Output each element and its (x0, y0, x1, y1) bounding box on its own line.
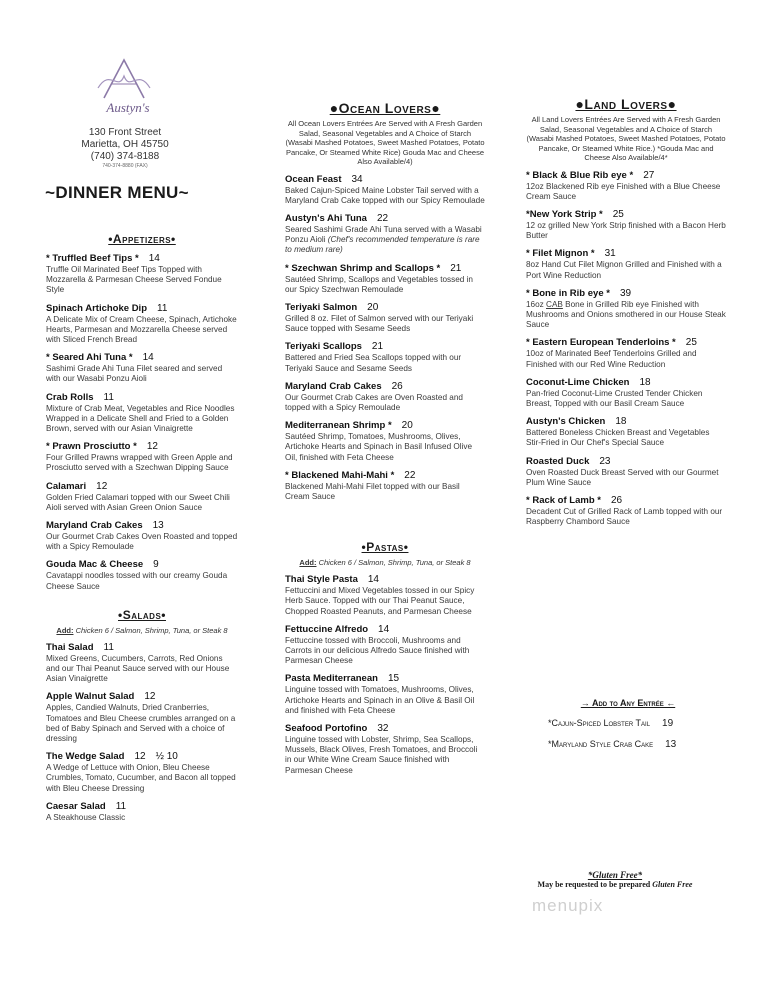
menu-item-name: Apple Walnut Salad (46, 691, 135, 703)
menu-item-name: * Bone in Rib eye * (526, 287, 610, 299)
menu-item-price: 12 (146, 441, 158, 453)
add-to-entree-price: 13 (665, 739, 677, 750)
menu-item-name: Thai Salad (46, 641, 94, 653)
pastas-addon (285, 558, 485, 567)
menu-item-price: 26 (610, 494, 623, 506)
menu-item (285, 341, 485, 373)
menu-item-description-text: Apples, Candied Walnuts, Dried Cranberries, Tomatoes and Bleu Cheese crumbles arranged on a bed of Baby Spinach and Served with a choice of dressing (46, 703, 236, 744)
address-line: 130 Front Street (88, 127, 162, 138)
land-lovers-list (526, 170, 726, 528)
menu-item (526, 209, 726, 241)
menu-item-price: 12 (96, 480, 108, 492)
menu-item-price: 25 (612, 208, 624, 220)
ocean-lovers-heading: ●Ocean Lovers● (329, 100, 441, 116)
menu-item-price: 14 (142, 352, 154, 364)
menu-item-description-text: A Wedge of Lettuce with Onion, Bleu Cheese Crumbles, Tomato, Cucumber, and Bacon all topped with Bleu Cheese Dressing (46, 763, 236, 793)
phone-number: (740) 374-8188 (90, 151, 160, 162)
menu-item-header (46, 691, 238, 703)
menu-item-price: 26 (391, 380, 403, 392)
menu-item-name: Austyn's Ahi Tuna (285, 212, 367, 224)
menu-item-header (46, 751, 238, 763)
menu-item-price: 25 (685, 337, 697, 349)
menu-item-description (46, 404, 238, 435)
menu-item-description (285, 314, 485, 334)
menu-item-price: 18 (615, 416, 627, 428)
menu-item (285, 574, 485, 617)
menu-item-name: Coconut-Lime Chicken (526, 376, 630, 388)
menu-item-name: The Wedge Salad (46, 751, 125, 763)
menu-item (285, 174, 485, 206)
menu-item-description-text: Golden Fried Calamari topped with our Sweet Chili Aioli served with Asian Green Onion Sauce (46, 492, 230, 512)
menu-item-price: 12 (144, 691, 156, 703)
menu-item (285, 673, 485, 716)
menu-item-price: 14 (378, 623, 390, 635)
fax-number: 740-374-8880 (FAX) (102, 163, 148, 169)
menu-item-name: Thai Style Pasta (285, 574, 358, 586)
menu-item-description-text: Grilled 8 oz. Filet of Salmon served with our Teriyaki Sauce topped with Sesame Seeds (285, 313, 474, 334)
gluten-free-note (520, 870, 710, 889)
menu-item-description (285, 735, 485, 776)
salads-heading: •Salads• (118, 607, 166, 622)
menu-item-name: * Seared Ahi Tuna * (46, 352, 133, 364)
menu-item (46, 392, 238, 435)
menu-item-name: Teriyaki Scallops (285, 341, 362, 353)
menu-item (46, 691, 238, 744)
menu-item-name: Calamari (46, 480, 87, 492)
menu-item (46, 253, 238, 296)
left-column (46, 232, 238, 823)
menu-item-description (285, 353, 485, 373)
menu-item-description-text: A Delicate Mix of Cream Cheese, Spinach, Artichoke Hearts, Parmesan and Mozzarella Cheese served with Sliced French Bread (46, 314, 237, 345)
logo-text: Austyn's (106, 100, 150, 115)
menu-item-description (46, 364, 238, 384)
menu-item-description (285, 586, 485, 617)
menu-item-header (526, 288, 726, 300)
menu-item-header (285, 381, 485, 393)
middle-column (285, 100, 485, 776)
menu-item (46, 751, 238, 794)
logo-emblem-icon (96, 58, 152, 100)
menu-item-name: Maryland Crab Cakes (46, 520, 143, 532)
menu-item (285, 470, 485, 502)
menu-item-header (46, 559, 238, 571)
menu-item-name: Crab Rolls (46, 391, 94, 403)
menu-item-price: 15 (387, 673, 400, 685)
menu-item-description (46, 654, 238, 685)
menu-item-description-underline: CAB (546, 299, 563, 309)
menu-item-header (285, 673, 485, 685)
menu-item (285, 302, 485, 334)
menu-item-description (46, 493, 238, 513)
menu-item-price: 9 (153, 559, 159, 571)
menu-item-name: Gouda Mac & Cheese (46, 559, 144, 571)
menu-item-header (285, 302, 485, 314)
menu-item-name: * Rack of Lamb * (526, 494, 601, 506)
menu-item (285, 381, 485, 413)
menu-item (526, 456, 726, 488)
menu-item-name: * Truffled Beef Tips * (46, 253, 139, 264)
menu-item-price: 11 (103, 641, 114, 653)
menu-item (285, 263, 485, 295)
menu-item-price: 14 (148, 253, 160, 264)
menu-item-description-text: Mixed Greens, Cucumbers, Carrots, Red Onions and our Thai Peanut Sauce served with our House Asian Vinaigrette (46, 653, 230, 684)
gluten-free-text (520, 880, 710, 889)
addon-label: Add: (56, 625, 74, 635)
menu-item-description-text: 12oz Blackened Rib eye Finished with a Blue Cheese Cream Sauce (526, 181, 721, 201)
menu-item-description-text: A Steakhouse Classic (46, 812, 126, 822)
menu-item-header (285, 420, 485, 432)
menu-item (46, 481, 238, 513)
menu-item-header (526, 416, 726, 428)
menu-item (526, 288, 726, 331)
menu-item-description (46, 763, 238, 794)
menu-item-note: (Chef's recommended temperature is rare to medium rare) (285, 235, 480, 255)
menu-item-description-text: Sautéed Shrimp, Tomatoes, Mushrooms, Olives, Artichoke Hearts and Spinach in Basil Infused Olive Oil, finished with Feta Cheese (285, 432, 473, 462)
menu-item-header (285, 341, 485, 353)
add-to-entree-title: → Add to Any Entrée ← (580, 698, 676, 708)
menu-item-name: Teriyaki Salmon (285, 301, 358, 313)
ocean-lovers-intro: All Ocean Lovers Entrées Are Served with A Fresh Garden Salad, Seasonal Vegetables and A Choice of Starch (Wasabi Mashed Potatoes, Sweet Mashed Potatoes, Potato Pancake, Or Steamed White Rice) Gouda Mac and Cheese Also Available/4) (285, 119, 485, 166)
add-to-entree-item (548, 718, 708, 729)
menu-item-description (285, 186, 485, 206)
add-to-entree-price: 19 (662, 718, 674, 729)
menu-item (46, 642, 238, 685)
menu-item (526, 170, 726, 202)
pastas-heading: •Pastas• (361, 540, 409, 555)
menu-item-name: * Filet Mignon * (526, 248, 595, 260)
menu-item-price: 14 (367, 574, 379, 586)
menu-item-description-text: Truffle Oil Marinated Beef Tips Topped with Mozzarella & Parmesan Cheese Served Fondue Style (46, 265, 222, 295)
menu-item-description (526, 260, 726, 280)
menu-item-description-text: Fettuccini and Mixed Vegetables tossed in our Spicy Herb Sauce. Topped with our Thai Peanut Sauce, Chopped Roasted Peanuts, and Parmesan Cheese (285, 586, 475, 616)
menu-item-description (285, 225, 485, 256)
menu-item-name: * Szechwan Shrimp and Scallops * (285, 262, 441, 274)
menu-item-name: * Black & Blue Rib eye * (526, 169, 634, 181)
addon-options: Chicken 6 / Salmon, Shrimp, Tuna, or Steak 8 (75, 625, 228, 635)
menu-item-price: 11 (115, 800, 127, 812)
menu-item (46, 441, 238, 473)
menu-item-price: 12 (134, 751, 146, 763)
menu-item-description (526, 300, 726, 331)
menu-item-description-text: Four Grilled Prawns wrapped with Green Apple and Prosciutto served with a Szechwan Dipping Sauce (46, 453, 233, 473)
menu-item-price: 27 (643, 169, 655, 181)
menu-item (285, 624, 485, 667)
menu-item-name: * Blackened Mahi-Mahi * (285, 469, 395, 481)
right-column (526, 96, 726, 527)
menu-item-description (285, 393, 485, 413)
menu-item-description (526, 182, 726, 202)
menu-item-header (526, 456, 726, 468)
menu-item (285, 213, 485, 256)
menu-item (526, 416, 726, 448)
menu-item-description (526, 389, 726, 409)
menu-item-description-text: 8oz Hand Cut Filet Mignon Grilled and Finished with a Port Wine Reduction (526, 260, 722, 280)
menu-item-description-text: Bone in Grilled Rib eye Finished with Mushrooms and Onions smothered in our House Steak Sauce (526, 299, 726, 330)
menu-item-description-pre: 16oz (526, 299, 547, 309)
menu-item-price: 22 (404, 469, 416, 481)
menu-item-description (526, 507, 726, 527)
menu-item-description-text: 10oz of Marinated Beef Tenderloins Grilled and Finished with our Red Wine Reduction (526, 349, 697, 369)
menu-item-description-text: Oven Roasted Duck Breast Served with our Gourmet Plum Wine Sauce (526, 467, 719, 487)
menu-item (46, 352, 238, 384)
menu-item-description-text: Seared Sashimi Grade Ahi Tuna served with a Wasabi Ponzu Aioli (285, 224, 482, 245)
addon-label: Add: (299, 558, 317, 568)
address-block (70, 127, 180, 170)
menu-item-header (285, 574, 485, 586)
menu-item (46, 520, 238, 552)
menu-item-description-text: Decadent Cut of Grilled Rack of Lamb topped with our Raspberry Chambord Sauce (526, 506, 723, 527)
page-title: ~DINNER MENU~ (45, 183, 189, 202)
menu-item-name: * Eastern European Tenderloins * (526, 337, 676, 349)
watermark: menupix (532, 896, 604, 915)
menu-item-description (526, 428, 726, 448)
menu-item (526, 495, 726, 527)
menu-item-description (285, 275, 485, 295)
menu-item-header (46, 481, 238, 493)
add-to-entree-item (548, 739, 708, 750)
add-to-entree-list (548, 718, 708, 750)
menu-item (46, 801, 238, 823)
menu-item-description-text: Fettuccine tossed with Broccoli, Mushrooms and Carrots in our delicious Alfredo Sauce finished with Parmesan Cheese (285, 635, 470, 666)
menu-item-description-text: Blackened Mahi-Mahi Filet topped with our Basil Cream Sauce (285, 481, 460, 501)
menu-item (285, 723, 485, 776)
menu-item-name: Roasted Duck (526, 455, 590, 467)
land-lovers-heading: ●Land Lovers● (575, 96, 677, 112)
menu-item-header (46, 352, 238, 364)
menu-item-header (285, 263, 485, 275)
add-to-entree-box (548, 698, 708, 750)
menu-item-header (285, 624, 485, 636)
menu-item-price: 39 (619, 287, 632, 299)
menu-item-header (46, 642, 238, 654)
menu-item-description (526, 468, 726, 488)
menu-item-name: Pasta Mediterranean (285, 673, 378, 685)
menu-item-description (46, 571, 238, 591)
menu-item-price: 20 (367, 301, 379, 313)
menu-item-description (46, 265, 238, 296)
menu-item (526, 337, 726, 369)
add-to-entree-label: *Cajun-Spiced Lobster Tail (548, 718, 651, 728)
appetizers-list (46, 253, 238, 592)
menu-item-price: 21 (450, 262, 462, 274)
menu-item-header (526, 377, 726, 389)
menu-item-description (46, 532, 238, 552)
land-lovers-intro: All Land Lovers Entrées Are Served with A Fresh Garden Salad, Seasonal Vegetables and A Choice of Starch (Wasabi Mashed Potatoes, Sweet Mashed Potatoes, Potato Pancake, Or Steamed White Rice.) *Gouda Mac and Cheese Also Available/4* (526, 115, 726, 162)
menu-item-price: 11 (103, 391, 114, 403)
menu-item-name: Mediterranean Shrimp * (285, 420, 392, 432)
gluten-free-text-em: Gluten Free (652, 880, 693, 889)
menu-item (526, 248, 726, 280)
pastas-list (285, 574, 485, 776)
menu-item-name: Maryland Crab Cakes (285, 380, 382, 392)
menu-item-name: *New York Strip * (526, 208, 603, 220)
menu-item-description (285, 685, 485, 716)
menu-item-header (285, 470, 485, 482)
menu-item-header (46, 392, 238, 404)
menu-item-header (46, 253, 238, 265)
menu-item-price: 13 (152, 520, 164, 532)
menu-item-description (46, 453, 238, 473)
menu-item-description-text: Pan-fried Coconut-Lime Crusted Tender Chicken Breast, Topped with our Basil Cream Sauce (526, 388, 703, 408)
menu-item (285, 420, 485, 463)
menu-item-description (46, 315, 238, 346)
menu-item-description-text: Linguine tossed with Tomatoes, Mushrooms, Olives, Artichoke Hearts and Spinach in an Olive & Basil Oil and finished with Feta Cheese (285, 685, 475, 715)
menu-item-price: 18 (639, 376, 651, 388)
menu-item (526, 377, 726, 409)
menu-item-price: 23 (599, 455, 611, 467)
menu-item-description (526, 221, 726, 241)
menu-item-name: Austyn's Chicken (526, 416, 606, 428)
menu-item-price: 32 (377, 722, 389, 734)
menu-item-name: Fettuccine Alfredo (285, 623, 369, 635)
menu-item-price: 21 (371, 341, 384, 353)
menu-item-description-text: Cavatappi noodles tossed with our creamy Gouda Cheese Sauce (46, 571, 228, 591)
menu-item-description (285, 482, 485, 502)
gluten-free-text-pre: May be requested to be prepared (537, 880, 653, 889)
menu-item-description-text: Our Gourmet Crab Cakes Oven Roasted and topped with a Spicy Remoulade (46, 532, 238, 552)
menu-item-header (46, 441, 238, 453)
addon-options: Chicken 6 / Salmon, Shrimp, Tuna, or Steak 8 (318, 558, 471, 568)
gluten-free-title: *Gluten Free* (587, 870, 643, 880)
menu-item-description-text: Baked Cajun-Spiced Maine Lobster Tail served with a Maryland Crab Cake topped with our Spicy Remoulade (285, 185, 485, 205)
menu-item-description-text: Our Gourmet Crab Cakes are Oven Roasted and topped with a Spicy Remoulade (285, 392, 463, 412)
menu-item-price: 31 (604, 248, 616, 260)
menu-item-header (526, 248, 726, 260)
menu-item-name: Seafood Portofino (285, 722, 368, 734)
menu-item-header (285, 213, 485, 225)
appetizers-heading: •Appetizers• (108, 232, 176, 246)
menu-item-price: 20 (401, 420, 413, 432)
menu-item-description (285, 432, 485, 463)
menu-item-description (46, 813, 238, 823)
menu-item-header (526, 337, 726, 349)
menu-item-header (526, 495, 726, 507)
menu-item (46, 559, 238, 591)
menu-item-header (285, 723, 485, 735)
menu-item-header (285, 174, 485, 186)
menu-item-description-text: Sashimi Grade Ahi Tuna Filet seared and served with our Wasabi Ponzu Aioli (46, 364, 223, 384)
menu-item-name: * Prawn Prosciutto * (46, 441, 137, 453)
menu-item-header (46, 303, 238, 315)
menu-item-name: Spinach Artichoke Dip (46, 302, 147, 314)
menu-item-description (285, 636, 485, 667)
salads-addon (46, 626, 238, 635)
menu-item-price: 34 (351, 173, 363, 185)
menu-item-description-text: Battered Boneless Chicken Breast and Vegetables Stir-Fried in Our Chef's Special Sauce (526, 428, 710, 448)
menu-item-price: 11 (157, 302, 168, 314)
menu-item-half-price: ½ 10 (155, 751, 178, 763)
salads-list (46, 642, 238, 823)
menu-item-header (46, 801, 238, 813)
address-line: Marietta, OH 45750 (81, 139, 169, 150)
menu-item-description-text: Mixture of Crab Meat, Vegetables and Rice Noodles Wrapped in a Delicate Shell and Fried to a Golden Brown, served with our Asian Vinaigrette (46, 403, 235, 434)
restaurant-logo (80, 58, 170, 124)
menu-item-name: Caesar Salad (46, 800, 106, 812)
menu-item-description-text: 12 oz grilled New York Strip finished with a Bacon Herb Butter (526, 220, 726, 241)
menu-item-description (526, 349, 726, 369)
menu-item-description-text: Sautéed Shrimp, Scallops and Vegetables tossed in our Spicy Szechwan Remoulade (285, 274, 473, 294)
menu-item-description (46, 703, 238, 744)
menu-item-header (526, 170, 726, 182)
menu-item-header (46, 520, 238, 532)
menu-item-description-text: Linguine tossed with Lobster, Shrimp, Sea Scallops, Mussels, Black Olives, Fresh Tomatoes, and Broccoli in our White Wine Cream Sauce finished with Parmesan Cheese (285, 734, 478, 775)
menu-item-description-text: Battered and Fried Sea Scallops topped with our Teriyaki Sauce and Sesame Seeds (285, 353, 462, 373)
ocean-lovers-list (285, 174, 485, 503)
menu-item (46, 303, 238, 346)
menu-item-header (526, 209, 726, 221)
add-to-entree-label: *Maryland Style Crab Cake (548, 739, 654, 749)
menu-item-price: 22 (376, 212, 389, 224)
menu-item-name: Ocean Feast (285, 173, 342, 185)
